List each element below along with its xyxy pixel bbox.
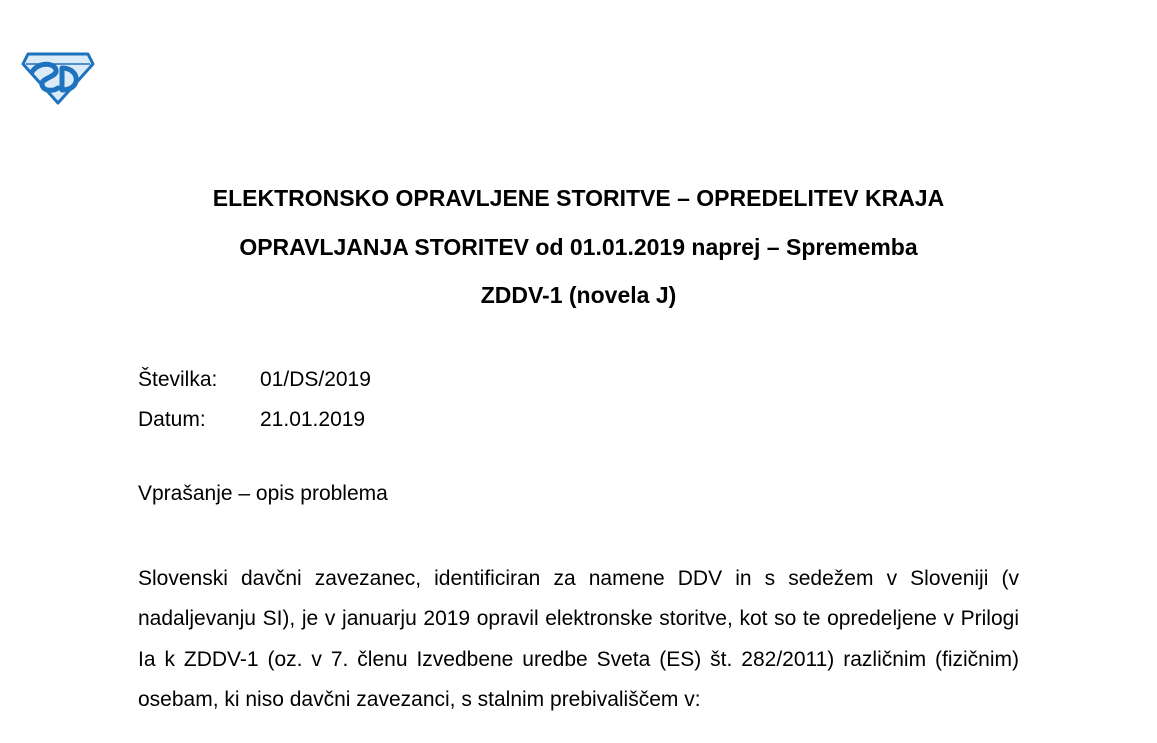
title-line-1: ELEKTRONSKO OPRAVLJENE STORITVE – OPREDELITEV KRAJA <box>212 185 945 211</box>
date-row <box>138 400 371 440</box>
date-value: 21.01.2019 <box>260 408 366 431</box>
number-value: 01/DS/2019 <box>260 368 371 391</box>
sd-shield-logo-icon <box>20 48 96 106</box>
date-label: Datum: <box>138 408 206 431</box>
document-meta <box>138 360 371 440</box>
document-title <box>0 174 1157 320</box>
question-heading: Vprašanje – opis problema <box>138 482 388 505</box>
title-line-3: ZDDV-1 (novela J) <box>480 282 677 308</box>
title-line-2: OPRAVLJANJA STORITEV od 01.01.2019 naprej – Sprememba <box>239 233 918 260</box>
body-paragraph: Slovenski davčni zavezanec, identificiran za namene DDV in s sedežem v Sloveniji (v nadaljevanju SI), je v januarju 2019 opravil elektronske storitve, kot so te opredeljene v Prilogi Ia k ZDDV-1 (oz. v 7. členu Izvedbene uredbe Sveta (ES) št. 282/2011) različnim (fizičnim) osebam, ki niso davčni zavezanci, s stalnim prebivališčem v: <box>138 567 1019 712</box>
number-row <box>138 360 371 400</box>
company-logo <box>20 48 96 106</box>
number-label: Številka: <box>138 368 218 391</box>
